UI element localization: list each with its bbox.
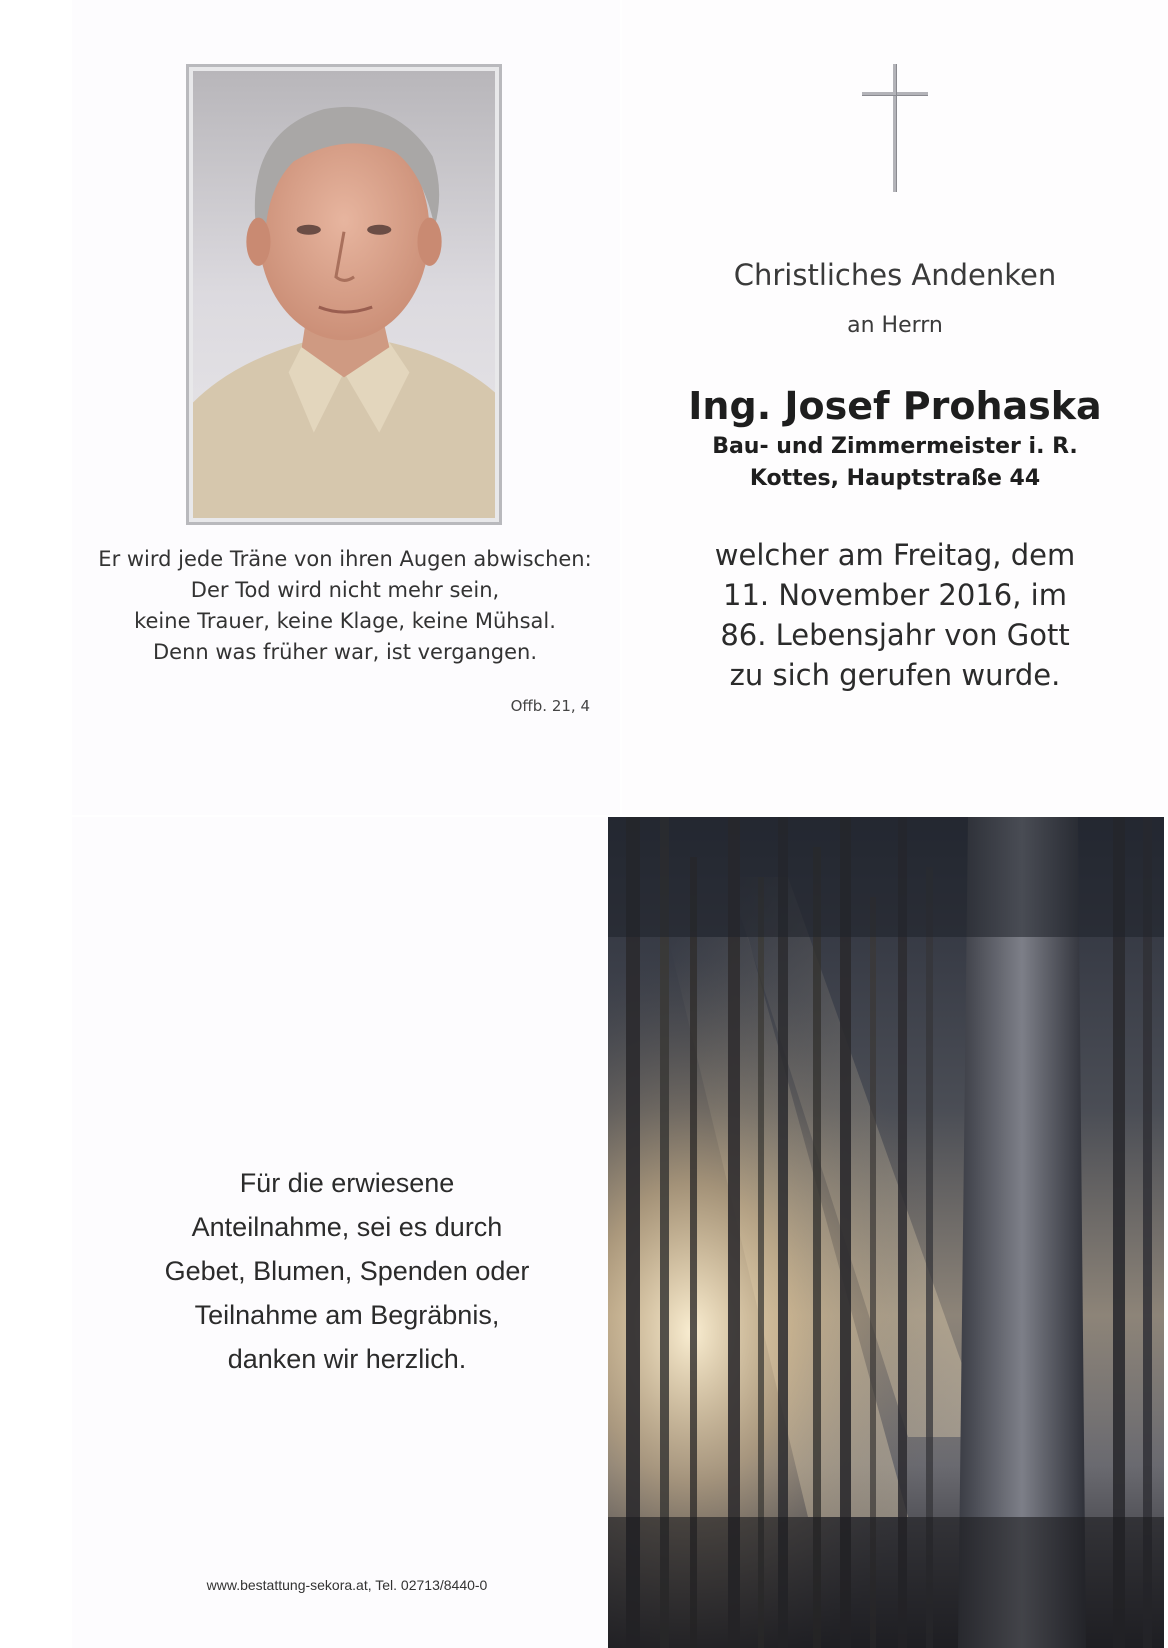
verse-source: Offb. 21, 4 — [510, 697, 590, 715]
forest-image — [608, 817, 1164, 1648]
deceased-occupation: Bau- und Zimmermeister i. R. — [712, 434, 1078, 459]
thanks-line: Teilnahme am Begräbnis, — [194, 1300, 500, 1330]
portrait-photo — [186, 64, 502, 525]
footer-contact: www.bestattung-sekora.at, Tel. 02713/8440-0 — [206, 1577, 488, 1593]
death-notice-line: zu sich gerufen wurde. — [729, 658, 1061, 692]
death-notice-line: 11. November 2016, im — [723, 578, 1067, 612]
thanks-line: danken wir herzlich. — [227, 1344, 467, 1374]
verse-line: keine Trauer, keine Klage, keine Mühsal. — [134, 609, 556, 633]
death-notice-line: 86. Lebensjahr von Gott — [720, 618, 1070, 652]
verse-line: Er wird jede Träne von ihren Augen abwischen: — [98, 547, 592, 571]
deceased-name: Ing. Josef Prohaska — [688, 384, 1102, 428]
thanks-line: Anteilnahme, sei es durch — [191, 1212, 503, 1242]
deceased-address: Kottes, Hauptstraße 44 — [749, 466, 1041, 491]
memorial-subheading: an Herrn — [847, 313, 943, 338]
cross-icon — [862, 64, 928, 192]
thanks-line: Für die erwiesene — [239, 1168, 455, 1198]
memorial-heading: Christliches Andenken — [733, 258, 1057, 292]
thanks-message — [112, 1161, 582, 1381]
death-notice-line: welcher am Freitag, dem — [714, 538, 1076, 572]
verse-line: Denn was früher war, ist vergangen. — [153, 640, 537, 664]
portrait-image — [193, 71, 495, 518]
thanks-line: Gebet, Blumen, Spenden oder — [164, 1256, 530, 1286]
verse-line: Der Tod wird nicht mehr sein, — [190, 578, 500, 602]
death-notice — [660, 535, 1130, 695]
